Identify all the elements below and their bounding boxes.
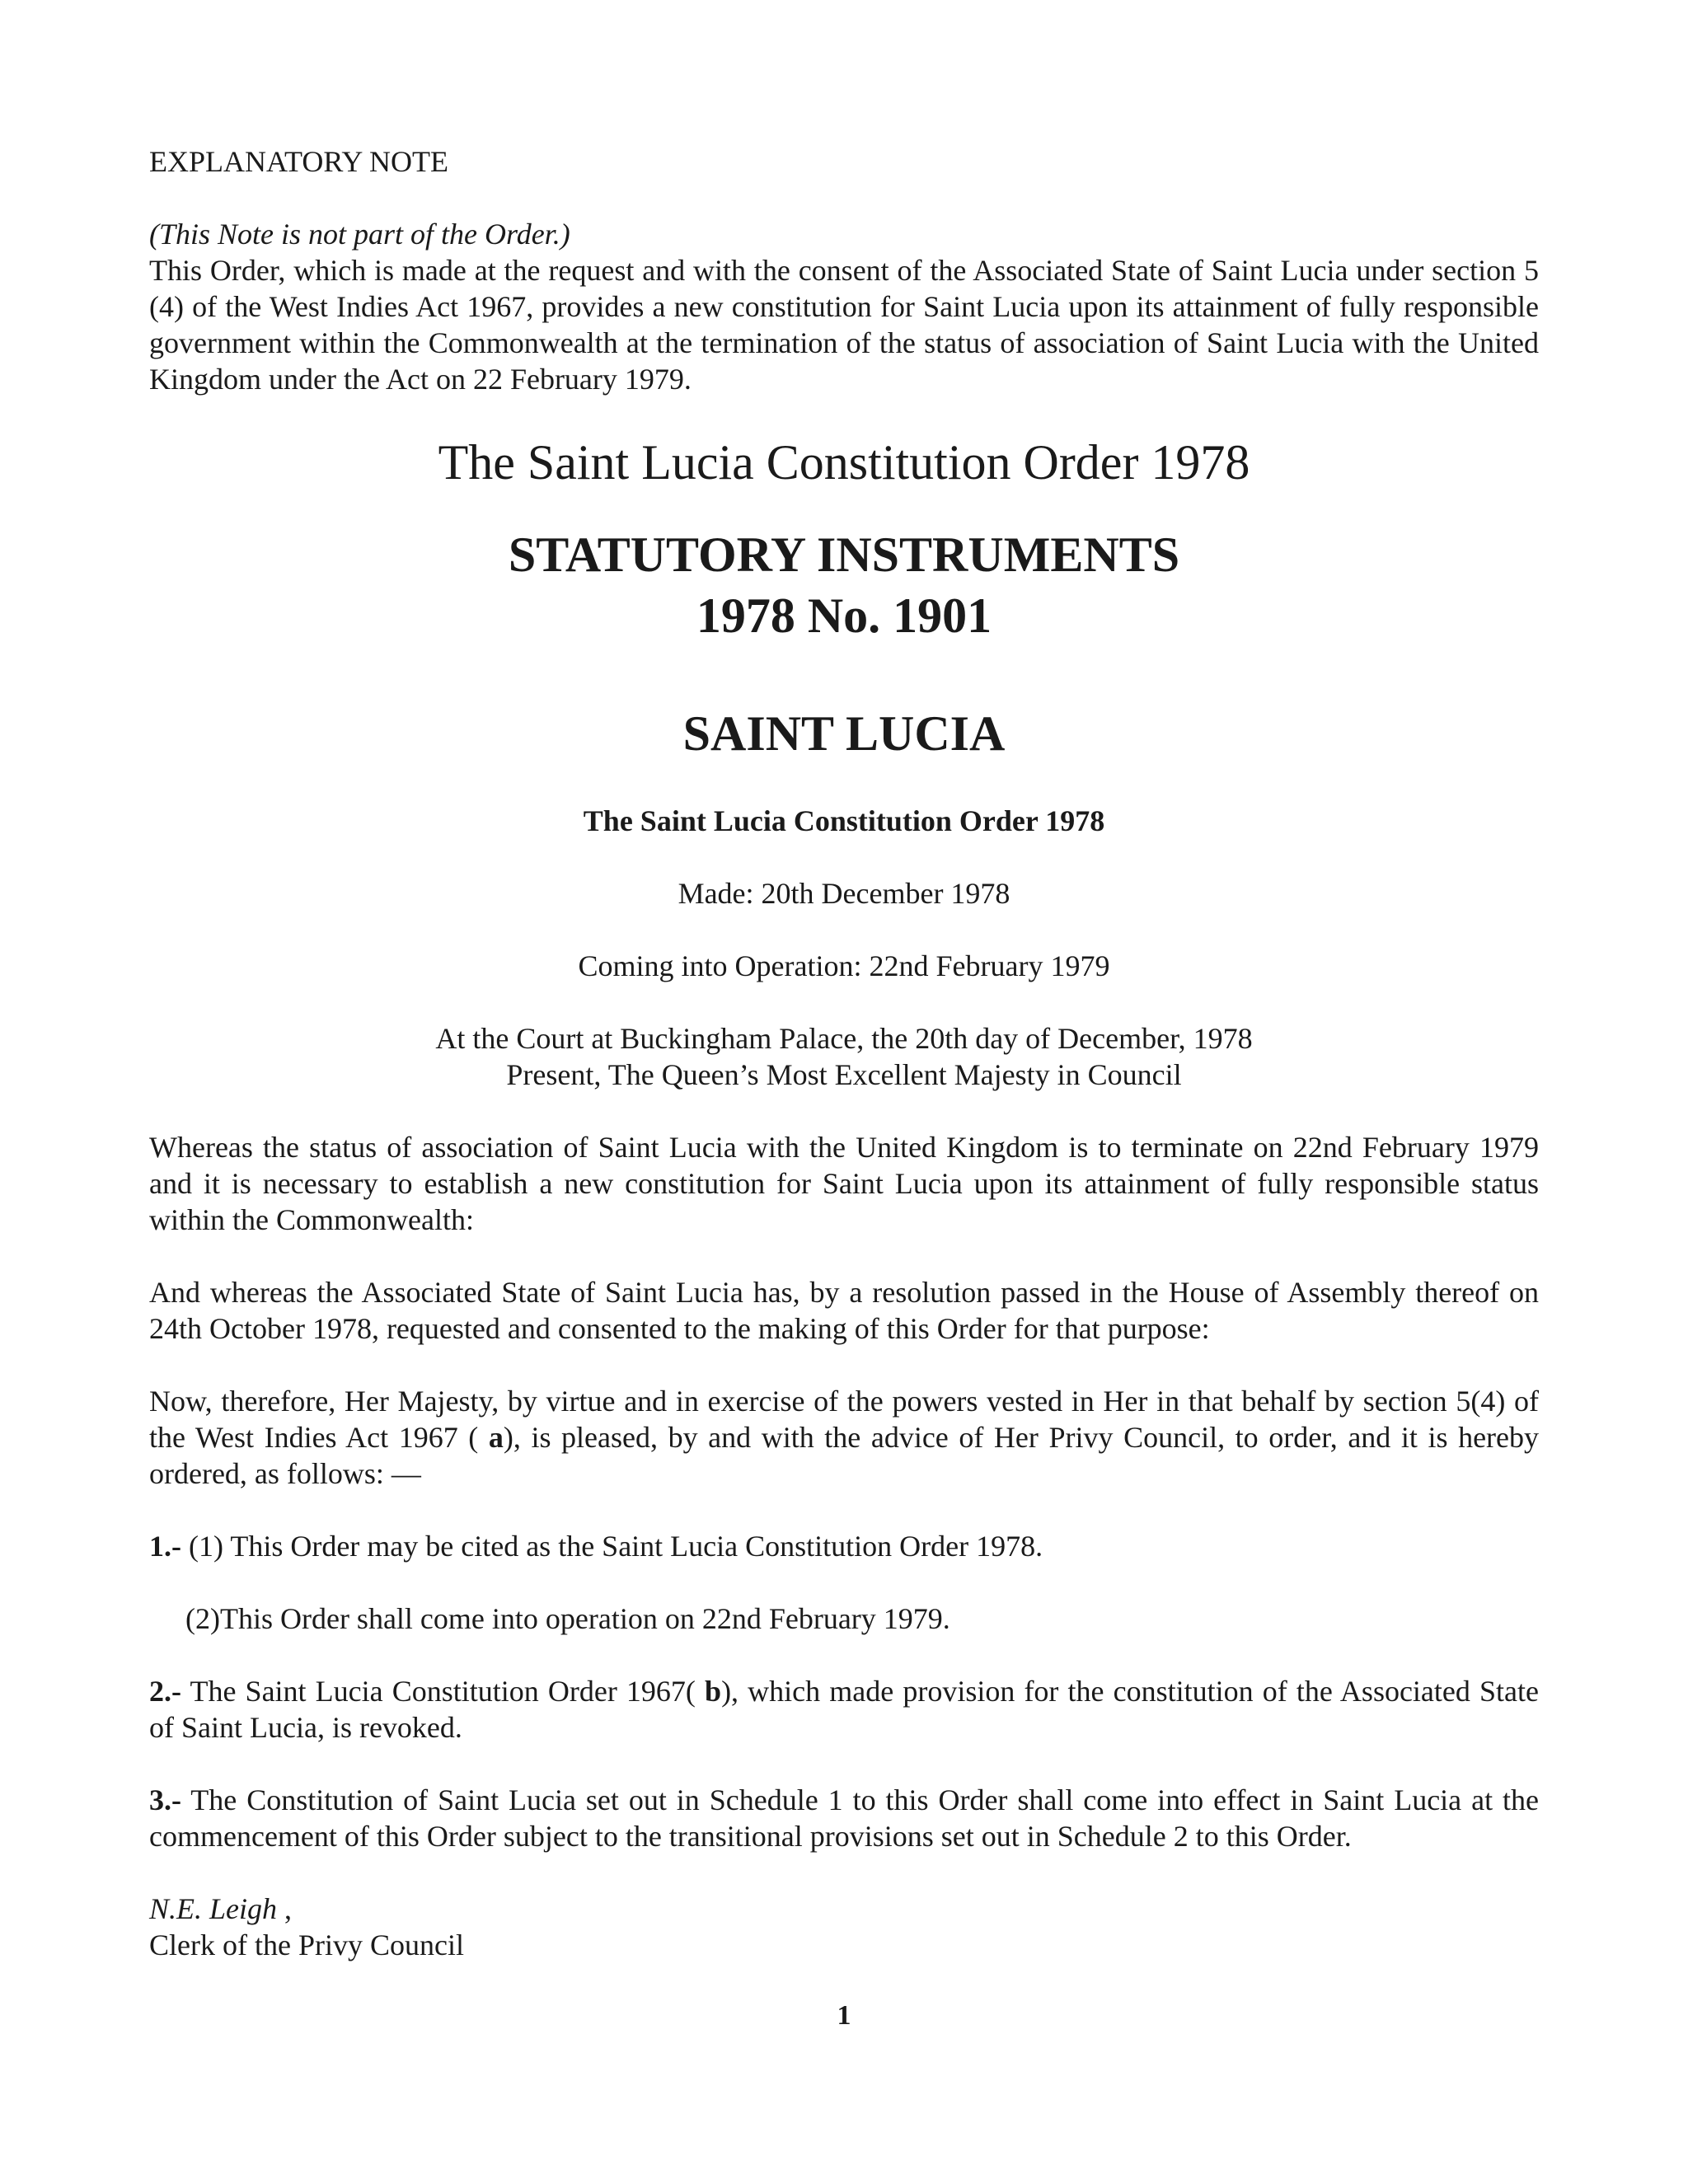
court-statement xyxy=(149,1020,1539,1093)
article-2-text-end: ), which made provision for the constitution of the Associated State of Saint Lucia, is revoked. xyxy=(149,1675,1539,1744)
enacting-clause-text: Now, therefore, Her Majesty, by virtue and in exercise of the powers vested in Her in that behalf by section 5(4) of the West Indies Act 1967 ( xyxy=(149,1385,1539,1454)
signatory-title: Clerk of the Privy Council xyxy=(149,1929,464,1961)
statutory-instruments-heading xyxy=(149,524,1539,646)
recital-and-whereas: And whereas the Associated State of Saint Lucia has, by a resolution passed in the House of Assembly thereof on 24th October 1978, requested and consented to the making of this Order for that purpose: xyxy=(149,1276,1539,1345)
explanatory-note-heading: EXPLANATORY NOTE xyxy=(149,145,449,178)
made-date: Made: 20th December 1978 xyxy=(678,877,1010,910)
article-3-number: 3.- xyxy=(149,1783,181,1816)
order-title: The Saint Lucia Constitution Order 1978 xyxy=(438,435,1250,490)
article-1-subsection-2: (2)This Order shall come into operation on 22nd February 1979. xyxy=(185,1602,950,1635)
enacting-clause xyxy=(149,1383,1539,1492)
recital-whereas: Whereas the status of association of Saint Lucia with the United Kingdom is to terminate on 22nd February 1979 and it is necessary to establish a new constitution for Saint Lucia upon its attainment of fully responsible status within the Commonwealth: xyxy=(149,1131,1539,1236)
enacting-clause-text-end: ), is pleased, by and with the advice of Her Privy Council, to order, and it is hereby ordered, as follows: — xyxy=(149,1421,1540,1490)
article-3 xyxy=(149,1782,1539,1854)
signature-block xyxy=(149,1891,1539,1963)
article-1-text: (1) This Order may be cited as the Saint Lucia Constitution Order 1978. xyxy=(181,1530,1043,1563)
footnote-ref-b: b xyxy=(705,1675,722,1708)
page-number: 1 xyxy=(837,2000,851,2031)
coming-into-operation-date: Coming into Operation: 22nd February 1979 xyxy=(578,949,1110,982)
instrument-number: 1978 No. 1901 xyxy=(696,588,992,643)
explanatory-note-subheading: (This Note is not part of the Order.) xyxy=(149,218,570,251)
court-present-line: Present, The Queen’s Most Excellent Majesty in Council xyxy=(506,1058,1182,1091)
article-2-number: 2.- xyxy=(149,1675,181,1708)
article-1 xyxy=(149,1528,1539,1564)
article-1-number: 1.- xyxy=(149,1530,181,1563)
court-location-line: At the Court at Buckingham Palace, the 20th day of December, 1978 xyxy=(435,1022,1253,1055)
order-subtitle: The Saint Lucia Constitution Order 1978 xyxy=(583,804,1105,837)
article-3-text: The Constitution of Saint Lucia set out in Schedule 1 to this Order shall come into effect in Saint Lucia at the commencement of this Order subject to the transitional provisions set out in Schedule 2 to this Order. xyxy=(149,1783,1539,1853)
country-heading: SAINT LUCIA xyxy=(682,706,1006,761)
signatory-comma: , xyxy=(277,1892,293,1925)
article-2 xyxy=(149,1673,1539,1746)
footnote-ref-a: a xyxy=(488,1421,504,1454)
signatory-name: N.E. Leigh xyxy=(149,1892,278,1925)
article-2-text: The Saint Lucia Constitution Order 1967( xyxy=(181,1675,706,1708)
explanatory-note-body: This Order, which is made at the request and with the consent of the Associated State of Saint Lucia under section 5 (4) of the West Indies Act 1967, provides a new constitution for Saint Lucia upon its attainment of fully responsible government within the Commonwealth at the termination of the status of association of Saint Lucia with the United Kingdom under the Act on 22 February 1979. xyxy=(149,254,1539,396)
statutory-instruments-line: STATUTORY INSTRUMENTS xyxy=(508,527,1180,582)
